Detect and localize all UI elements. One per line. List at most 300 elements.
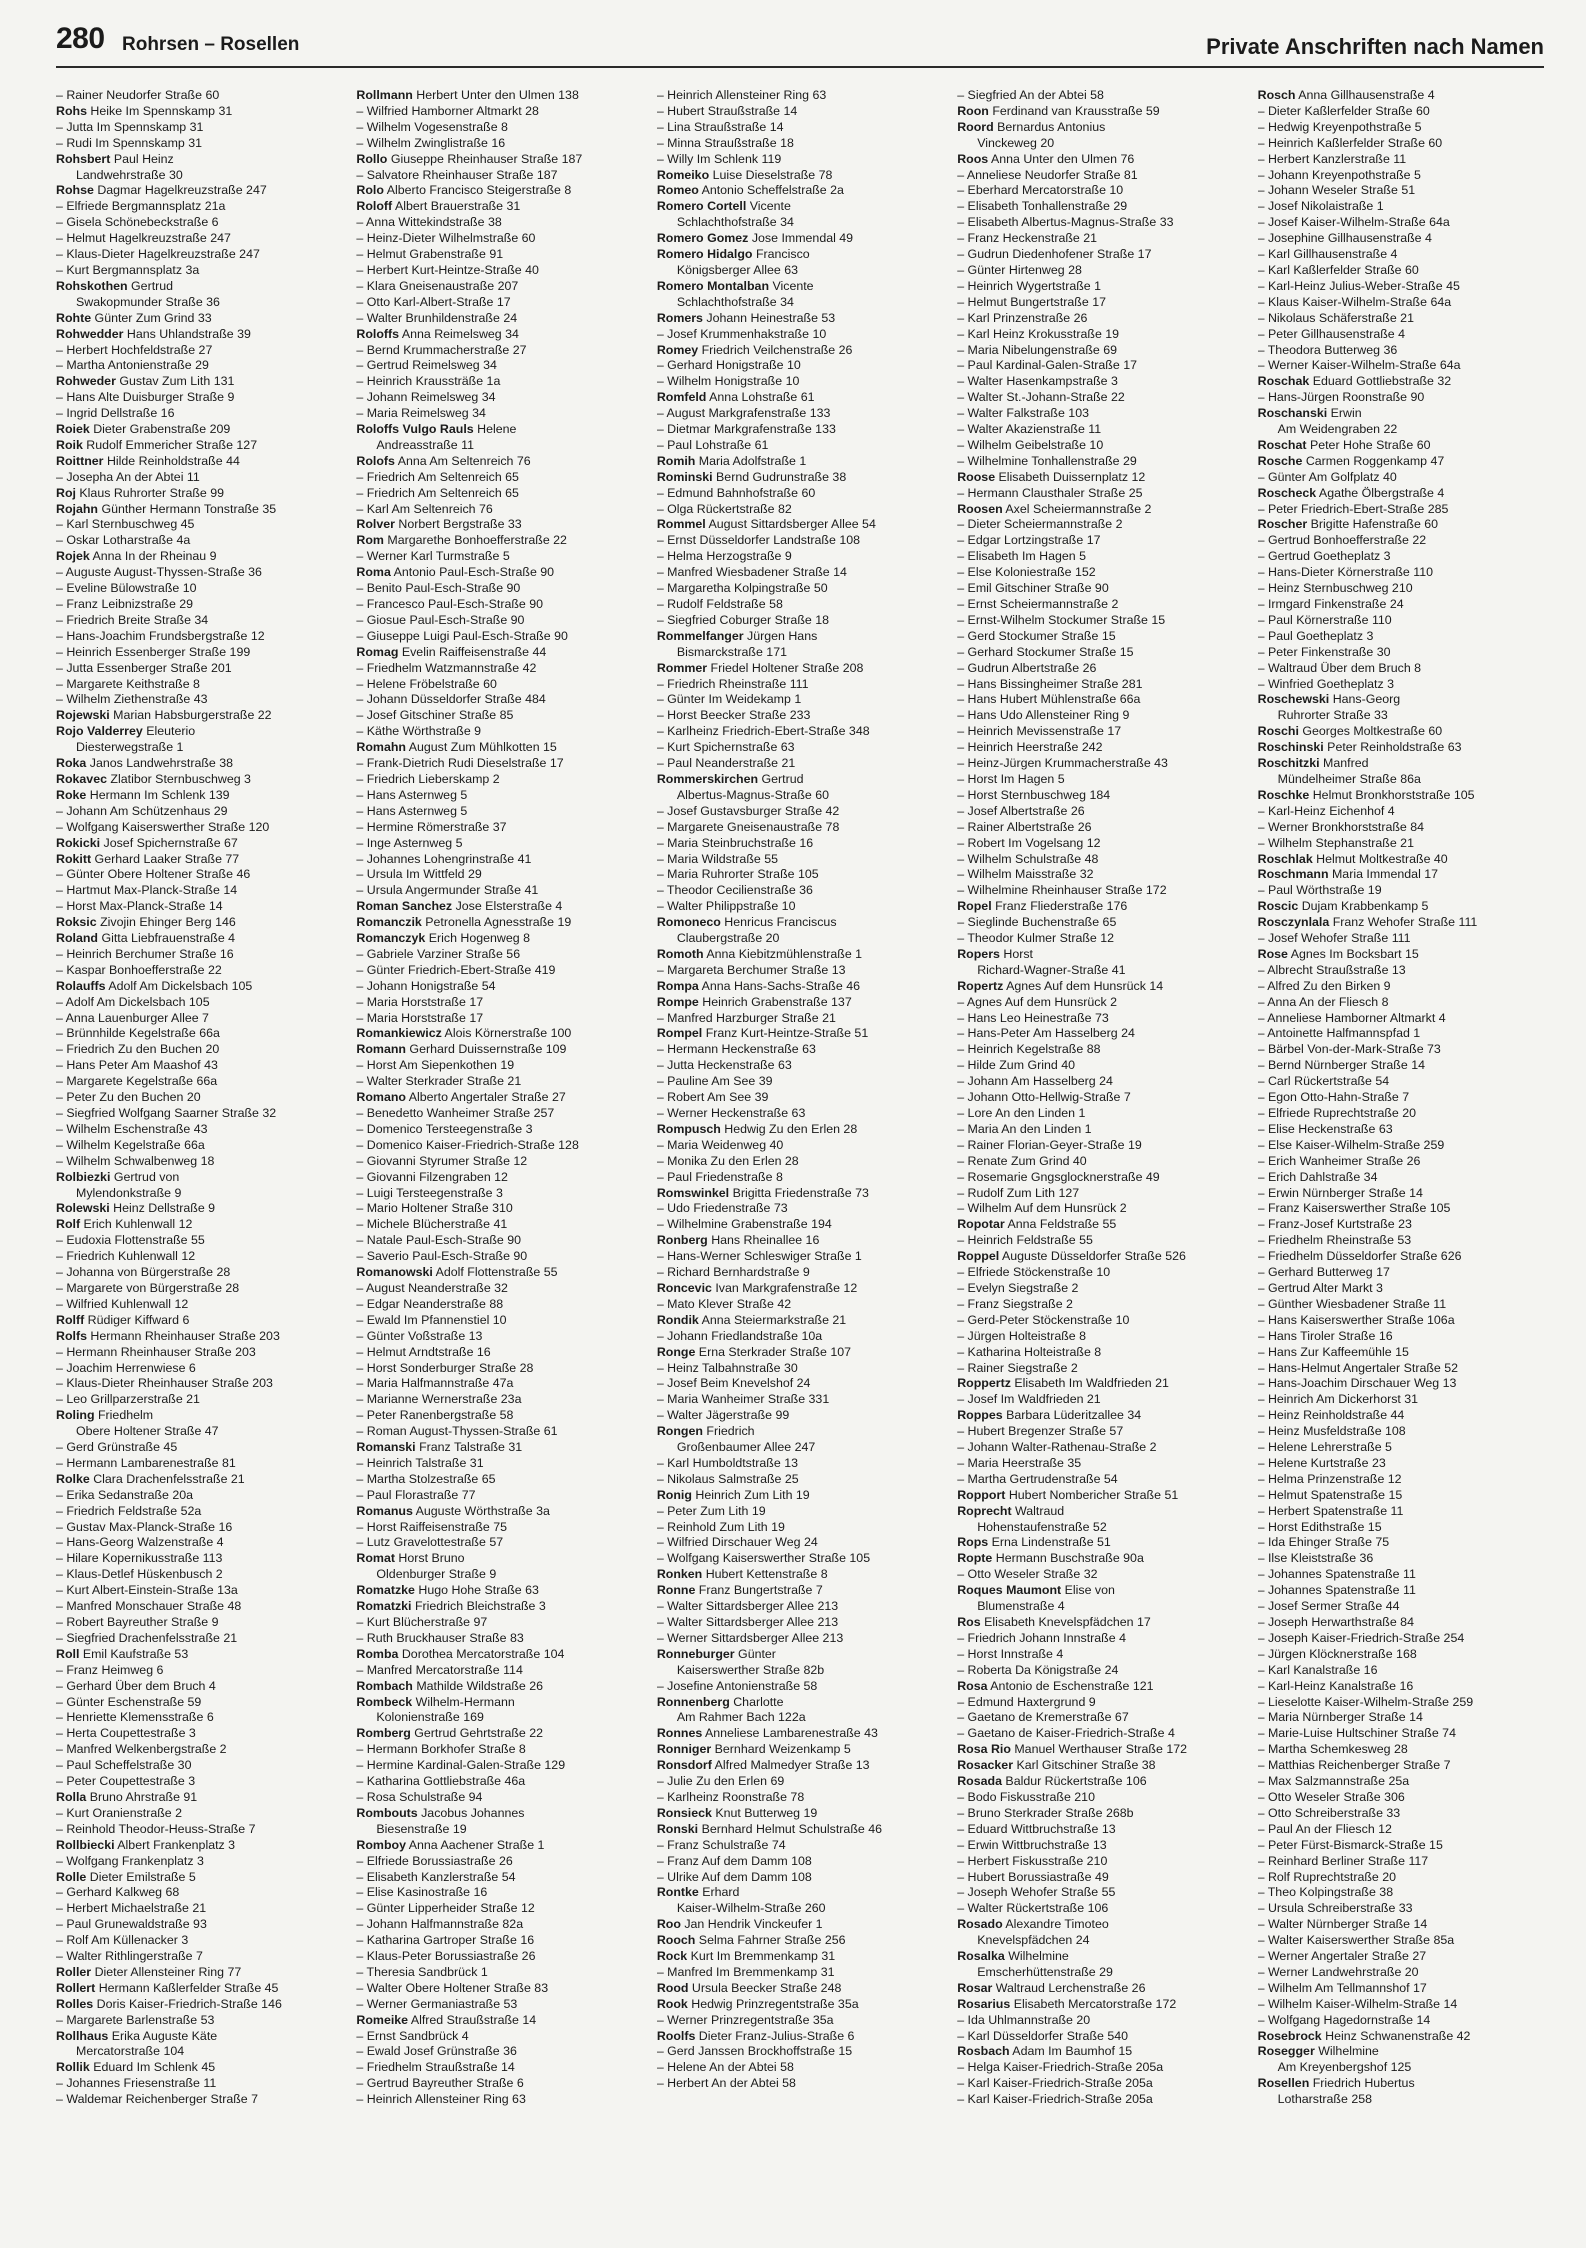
directory-entry (1258, 756, 1544, 772)
surname: Rompusch (656, 1121, 721, 1136)
sub-entry: – Max Salzmannstraße 25a (1257, 1774, 1410, 1789)
directory-entry (657, 1933, 943, 1949)
sub-entry: – Giovanni Styrumer Straße 12 (356, 1153, 528, 1168)
sub-entry: – Helmut Bungertstraße 17 (957, 294, 1106, 309)
entry-details: Erwin (1327, 406, 1362, 421)
sub-entry: – Lina Straußstraße 14 (656, 119, 784, 134)
sub-entry: – Mato Klever Straße 42 (656, 1296, 792, 1311)
entry-details: Alfred Malmedyer Straße 13 (711, 1758, 870, 1773)
entry-details: Selma Fahrner Straße 256 (695, 1933, 846, 1948)
entry-details: Friedrich Bleichstraße 3 (411, 1599, 546, 1614)
entry-details: Peter Reinholdstraße 63 (1323, 740, 1462, 755)
directory-entry (56, 915, 342, 931)
entry-details: Friedel Holtener Straße 208 (707, 660, 864, 675)
sub-entry: – Bernd Nürnberger Straße 14 (1257, 1058, 1425, 1073)
entry-continuation: Hohenstaufenstraße 52 (977, 1519, 1107, 1534)
sub-entry: – Friedrich Kuhlenwall 12 (56, 1249, 196, 1264)
entry-details: Alberto Francisco Steigerstraße 8 (383, 183, 572, 198)
directory-entry (657, 390, 943, 406)
sub-entry: – Werner Sittardsberger Allee 213 (656, 1630, 844, 1645)
entry-details: Anna Lohstraße 61 (706, 390, 815, 405)
surname: Rollbiecki (56, 1837, 115, 1852)
directory-entry (657, 1233, 943, 1249)
sub-entry: – Klara Gneisenaustraße 207 (356, 278, 519, 293)
directory-entry (1258, 2076, 1544, 2092)
directory-entry (657, 183, 943, 199)
surname: Rojahn (56, 501, 98, 516)
surname: Romankiewicz (356, 1026, 442, 1041)
entry-details: Elisabeth Knevelspfädchen 17 (980, 1615, 1151, 1629)
sub-entry: – Michele Blücherstraße 41 (356, 1217, 508, 1232)
entry-details: Jose Immendal 49 (748, 231, 854, 246)
surname: Romanski (356, 1440, 416, 1455)
directory-entry (657, 470, 943, 486)
sub-entry: – Sieglinde Buchenstraße 65 (957, 915, 1117, 930)
directory-entry (56, 183, 342, 199)
entry-details: Paul Heinz (110, 151, 174, 166)
directory-entry (56, 104, 342, 120)
sub-entry: – Carl Rückertstraße 54 (1257, 1074, 1390, 1089)
sub-entry: – Heinrich Essenberger Straße 199 (56, 644, 251, 659)
surname: Ronsdorf (656, 1758, 712, 1773)
sub-entry: – Peter Gillhausenstraße 4 (1257, 326, 1406, 341)
sub-entry: – Walter Nürnberger Straße 14 (1257, 1917, 1428, 1932)
surname: Roncevic (656, 1280, 712, 1295)
directory-entry (1258, 692, 1544, 708)
surname: Roloff (356, 199, 393, 214)
sub-entry: – Karl-Heinz Julius-Weber-Straße 45 (1257, 278, 1460, 293)
sub-entry: – Ursula Angermunder Straße 41 (356, 883, 539, 898)
surname: Ropertz (957, 978, 1004, 993)
directory-entry (56, 454, 342, 470)
sub-entry: – Hans Hubert Mühlenstraße 66a (957, 692, 1141, 707)
sub-entry: – Helmut Grabenstraße 91 (356, 247, 504, 262)
sub-entry: – Hubert Bregenzer Straße 57 (957, 1424, 1124, 1439)
sub-entry: – Maria Halfmannstraße 47a (356, 1376, 514, 1391)
sub-entry: – Josephine Gillhausenstraße 4 (1257, 231, 1432, 246)
entry-continuation: Am Rahmer Bach 122a (676, 1710, 806, 1725)
sub-entry: – Renate Zum Grind 40 (957, 1153, 1087, 1168)
surname: Roprecht (957, 1503, 1012, 1518)
entry-details: Friedrich Hubertus (1309, 2076, 1415, 2091)
sub-entry: – Gerhard Stockumer Straße 15 (957, 644, 1134, 659)
directory-entry (356, 183, 642, 199)
sub-entry: – Friedrich Feldstraße 52a (56, 1503, 202, 1518)
surname: Rojewski (56, 708, 110, 723)
surname: Romanowski (356, 1265, 433, 1280)
entry-details: Horst (999, 946, 1033, 961)
surname: Roling (56, 1408, 95, 1423)
sub-entry: – Wilhelm Kegelstraße 66a (56, 1137, 205, 1152)
sub-entry: – Heinz-Jürgen Krummacherstraße 43 (957, 756, 1168, 771)
surname: Romanczyk (356, 931, 426, 946)
directory-entry (356, 327, 642, 343)
entry-details: Heike Im Spennskamp 31 (86, 103, 233, 118)
surname: Rosczynlala (1257, 915, 1330, 930)
entry-details: Maria Adolfstraße 1 (695, 453, 807, 468)
sub-entry: – Heinrich Am Dickerhorst 31 (1257, 1392, 1419, 1407)
directory-columns (56, 88, 1544, 2208)
sub-entry: – Franz Kaiserswerther Straße 105 (1257, 1201, 1451, 1216)
directory-entry (1258, 517, 1544, 533)
sub-entry: – Elise Heckenstraße 63 (1257, 1121, 1393, 1136)
sub-entry: – Friedrich Am Seltenreich 65 (356, 469, 519, 484)
sub-entry: – Antoinette Halfmannspfad 1 (1257, 1026, 1421, 1041)
surname: Roppel (957, 1249, 1000, 1264)
entry-details: Gustav Zum Lith 131 (115, 374, 235, 389)
sub-entry: – Maria Wanheimer Straße 331 (656, 1392, 830, 1407)
surname: Rolfs (56, 1328, 87, 1343)
directory-entry (356, 1026, 642, 1042)
directory-entry (56, 979, 342, 995)
sub-entry: – Johann Reimelsweg 34 (356, 390, 496, 405)
sub-entry: – Gertrud Bayreuther Straße 6 (356, 2076, 524, 2091)
sub-entry: – Theodor Cecilienstraße 36 (656, 883, 813, 898)
sub-entry: – Heinz Sternbuschweg 210 (1257, 581, 1413, 596)
entry-details: Anna Hans-Sachs-Straße 46 (698, 978, 860, 993)
sub-entry: – Reinhard Berliner Straße 117 (1257, 1853, 1429, 1868)
entry-details: Wilhelmine (1314, 2044, 1379, 2059)
sub-entry: – Karl Kaiser-Friedrich-Straße 205a (957, 2076, 1153, 2091)
sub-entry: – Hartmut Max-Planck-Straße 14 (56, 883, 238, 898)
sub-entry: – Inge Asternweg 5 (356, 835, 463, 850)
directory-entry (56, 327, 342, 343)
sub-entry: – Karlheinz Roonstraße 78 (656, 1789, 805, 1804)
entry-details: Doris Kaiser-Friedrich-Straße 146 (93, 1996, 282, 2011)
directory-entry (56, 1965, 342, 1981)
entry-details: Clara Drachenfelsstraße 21 (89, 1471, 245, 1486)
entry-details: Ursula Beecker Straße 248 (688, 1980, 842, 1995)
surname: Rosalka (957, 1949, 1005, 1964)
sub-entry: – Elisabeth Im Hagen 5 (957, 549, 1087, 564)
surname: Roiek (56, 422, 90, 437)
sub-entry: – Hubert Borussiastraße 49 (957, 1869, 1109, 1884)
sub-entry: – Horst Raiffeisenstraße 75 (356, 1519, 507, 1534)
sub-entry: – Siegfried Wolfgang Saarner Straße 32 (56, 1106, 277, 1120)
directory-entry (957, 1249, 1243, 1265)
sub-entry: – Wilhelm Maisstraße 32 (957, 867, 1094, 882)
entry-details: Herbert Unter den Ulmen 138 (412, 88, 579, 102)
sub-entry: – Gertrud Bonhoefferstraße 22 (1257, 533, 1427, 548)
entry-continuation: Andreasstraße 11 (376, 437, 474, 452)
surname: Rokavec (56, 771, 107, 786)
entry-details: Giuseppe Rheinhauser Straße 187 (387, 151, 583, 166)
directory-entry (56, 852, 342, 868)
column-3 (657, 88, 943, 2208)
directory-entry (56, 374, 342, 390)
sub-entry: – Gerd Grünstraße 45 (56, 1440, 178, 1455)
section-title: Private Anschriften nach Namen (1206, 34, 1544, 59)
sub-entry: – Ernst-Wilhelm Stockumer Straße 15 (957, 612, 1166, 627)
sub-entry: – Peter Finkenstraße 30 (1257, 644, 1391, 659)
directory-entry (356, 1695, 642, 1711)
surname: Ropel (957, 899, 992, 914)
entry-details: Albert Brauerstraße 31 (392, 199, 521, 214)
surname: Roittner (56, 453, 104, 468)
surname: Romeike (356, 2012, 409, 2027)
entry-continuation: Am Weidengraben 22 (1277, 422, 1398, 437)
sub-entry: – Emil Gitschiner Straße 90 (957, 581, 1109, 596)
sub-entry: – Klaus-Peter Borussiastraße 26 (356, 1949, 536, 1964)
sub-entry: – Friedrich Breite Straße 34 (56, 612, 209, 627)
directory-entry (56, 1870, 342, 1886)
sub-entry: – Anna Lauenburger Allee 7 (56, 1010, 209, 1025)
directory-entry (356, 1599, 642, 1615)
sub-entry: – Kurt Oranienstraße 2 (56, 1805, 183, 1820)
directory-entry (657, 1742, 943, 1758)
directory-entry (356, 899, 642, 915)
entry-details: Heinz Dellstraße 9 (109, 1201, 216, 1216)
sub-entry: – Walter Akazienstraße 11 (957, 422, 1102, 437)
directory-entry (356, 915, 642, 931)
entry-continuation: Claubergstraße 20 (676, 931, 780, 946)
directory-entry (657, 1949, 943, 1965)
sub-entry: – Joachim Herrenwiese 6 (56, 1360, 196, 1375)
sub-entry: – Jutta Essenberger Straße 201 (56, 660, 232, 675)
surname: Rosegger (1257, 2044, 1315, 2059)
directory-entry (56, 2060, 342, 2076)
sub-entry: – Ida Ehinger Straße 75 (1257, 1535, 1390, 1550)
sub-entry: – Hans Udo Allensteiner Ring 9 (957, 708, 1130, 723)
sub-entry: – Heinrich Berchumer Straße 16 (56, 946, 234, 961)
sub-entry: – Karl Kaßlerfelder Straße 60 (1257, 262, 1419, 277)
sub-entry: – Edmund Haxtergrund 9 (957, 1694, 1096, 1709)
sub-entry: – Elfriede Ruprechtstraße 20 (1257, 1106, 1417, 1120)
sub-entry: – Giovanni Filzengraben 12 (356, 1169, 508, 1184)
sub-entry: – Josef Beim Knevelshof 24 (656, 1376, 811, 1391)
sub-entry: – Peter Fürst-Bismarck-Straße 15 (1257, 1837, 1443, 1852)
entry-details: Francisco (752, 247, 810, 262)
entry-details: Hermann Rheinhauser Straße 203 (86, 1328, 280, 1343)
surname: Rosarius (957, 1996, 1011, 2011)
sub-entry: – Hans-Joachim Frundsbergstraße 12 (56, 628, 265, 643)
entry-details: Bernhard Helmut Schulstraße 46 (698, 1821, 883, 1836)
entry-details: Günter (734, 1646, 776, 1661)
entry-details: Eduard Gottliebstraße 32 (1309, 374, 1452, 389)
directory-entry (657, 1726, 943, 1742)
sub-entry: – Adolf Am Dickelsbach 105 (56, 994, 210, 1009)
sub-entry: – Johann Otto-Hellwig-Straße 7 (957, 1090, 1131, 1105)
directory-entry (657, 1567, 943, 1583)
surname: Romann (356, 1042, 406, 1057)
surname: Rosa (957, 1678, 988, 1693)
directory-entry (657, 454, 943, 470)
sub-entry: – Heinrich Kraussträße 1a (356, 374, 501, 389)
sub-entry: – Edmund Bahnhofstraße 60 (656, 485, 816, 500)
directory-entry (1258, 724, 1544, 740)
entry-details: Johann Heinestraße 53 (702, 310, 836, 325)
directory-entry (657, 1424, 943, 1440)
sub-entry: – Heinrich Kaßlerfelder Straße 60 (1257, 135, 1443, 150)
sub-entry: – Brünnhilde Kegelstraße 66a (56, 1026, 220, 1041)
directory-entry (657, 661, 943, 677)
entry-details: Alberto Angertaler Straße 27 (405, 1090, 566, 1105)
directory-entry (957, 120, 1243, 136)
sub-entry: – Otto Schreiberstraße 33 (1257, 1805, 1401, 1820)
sub-entry: – Manfred Mercatorstraße 114 (356, 1662, 523, 1677)
entry-details: Dieter Emilstraße 5 (86, 1869, 196, 1884)
surname: Rombach (356, 1678, 413, 1693)
sub-entry: – Gisela Schönebeckstraße 6 (56, 215, 219, 230)
sub-entry: – Lutz Gravelottestraße 57 (356, 1535, 504, 1550)
sub-entry: – Ingrid Dellstraße 16 (56, 406, 175, 421)
sub-entry: – Franz Siegstraße 2 (957, 1296, 1073, 1311)
sub-entry: – Hilde Zum Grind 40 (957, 1058, 1075, 1073)
directory-entry (657, 311, 943, 327)
sub-entry: – Anneliese Hamborner Altmarkt 4 (1257, 1010, 1446, 1025)
sub-entry: – Jürgen Holteistraße 8 (957, 1328, 1087, 1343)
entry-details: Elise von (1061, 1583, 1115, 1598)
surname: Rosar (957, 1980, 993, 1995)
sub-entry: – Horst Im Hagen 5 (957, 771, 1065, 786)
sub-entry: – Natale Paul-Esch-Straße 90 (356, 1233, 522, 1248)
sub-entry: – Otto Karl-Albert-Straße 17 (356, 294, 511, 309)
sub-entry: – Maria An den Linden 1 (957, 1121, 1092, 1136)
sub-entry: – Elfriede Borussiastraße 26 (356, 1853, 513, 1868)
directory-entry (1258, 88, 1544, 104)
sub-entry: – Bodo Fiskusstraße 210 (957, 1789, 1095, 1804)
sub-entry: – Friedhelm Rheinstraße 53 (1257, 1233, 1412, 1248)
entry-details: Elisabeth Mercatorstraße 172 (1010, 1996, 1177, 2011)
directory-entry (56, 1313, 342, 1329)
sub-entry: – Karl Humboldtstraße 13 (656, 1455, 798, 1470)
surname: Ronneburger (656, 1646, 735, 1661)
surname: Roland (56, 931, 98, 946)
sub-entry: – Maria Horststraße 17 (356, 994, 484, 1009)
surname: Rosche (1257, 453, 1303, 468)
directory-entry (56, 549, 342, 565)
directory-entry (657, 168, 943, 184)
entry-details: Gerhard Laaker Straße 77 (91, 851, 240, 866)
entry-details: Anna Reimelsweg 34 (399, 326, 519, 341)
entry-details: Hermann Im Schlenk 139 (86, 787, 230, 802)
sub-entry: – Julie Zu den Erlen 69 (656, 1774, 785, 1789)
surname: Romoneco (656, 915, 721, 930)
sub-entry: – Johann Am Schützenhaus 29 (56, 803, 228, 818)
directory-entry (957, 1615, 1243, 1631)
entry-details: Janos Landwehrstraße 38 (86, 756, 234, 771)
sub-entry: – Werner Bronkhorststraße 84 (1257, 819, 1425, 834)
surname: Rohwedder (56, 326, 124, 341)
sub-entry: – Gerhard Über dem Bruch 4 (56, 1678, 216, 1693)
sub-entry: – Anneliese Neudorfer Straße 81 (957, 167, 1138, 182)
sub-entry: – Friedhelm Watzmannstraße 42 (356, 660, 537, 675)
sub-entry: – Walter Kaiserswerther Straße 85a (1257, 1933, 1455, 1948)
entry-details: Anna Feldstraße 55 (1004, 1217, 1117, 1232)
sub-entry: – Walter Brunhildenstraße 24 (356, 310, 518, 325)
sub-entry: – Hubert Straußstraße 14 (656, 103, 798, 118)
sub-entry: – Gerd-Peter Stöckenstraße 10 (957, 1312, 1130, 1327)
surname: Rood (656, 1980, 689, 1995)
directory-entry (657, 1122, 943, 1138)
directory-entry (56, 486, 342, 502)
entry-details: Ferdinand van Krausstraße 59 (988, 103, 1160, 118)
surname: Romatzke (356, 1583, 415, 1598)
sub-entry: – August Markgrafenstraße 133 (656, 406, 831, 421)
entry-details: Franz Kurt-Heintze-Straße 51 (702, 1026, 869, 1041)
sub-entry: – Günter Friedrich-Ebert-Straße 419 (356, 962, 556, 977)
entry-details: Agnes Im Bocksbart 15 (1287, 946, 1419, 961)
sub-entry: – Wilhelm Schwalbenweg 18 (56, 1153, 215, 1168)
directory-entry (657, 1313, 943, 1329)
sub-entry: – Herbert Hochfeldstraße 27 (56, 342, 213, 357)
sub-entry: – Ewald Josef Grünstraße 36 (356, 2044, 517, 2059)
sub-entry: – Johanna von Bürgerstraße 28 (56, 1265, 231, 1280)
sub-entry: – Eudoxia Flottenstraße 55 (56, 1233, 205, 1248)
sub-entry: – Otto Weseler Straße 32 (957, 1567, 1098, 1582)
sub-entry: – Wilfried Hamborner Altmarkt 28 (356, 103, 539, 118)
directory-entry (657, 1583, 943, 1599)
sub-entry: – Heinz-Dieter Wilhelmstraße 60 (356, 231, 536, 246)
sub-entry: – Monika Zu den Erlen 28 (656, 1153, 799, 1168)
entry-details: Hilde Reinholdstraße 44 (103, 453, 240, 468)
surname: Ronsieck (656, 1805, 712, 1820)
sub-entry: – Gaetano de Kremerstraße 67 (957, 1710, 1129, 1725)
sub-entry: – Hermann Rheinhauser Straße 203 (56, 1344, 256, 1359)
entry-continuation: Mündelheimer Straße 86a (1277, 771, 1421, 786)
surname: Roloffs (356, 326, 400, 341)
surname: Rosch (1257, 88, 1296, 102)
surname: Roolfs (656, 2028, 696, 2043)
sub-entry: – Herbert An der Abtei 58 (656, 2076, 796, 2091)
directory-entry (56, 2029, 342, 2045)
surname: Roose (957, 469, 996, 484)
surname: Ropers (957, 946, 1000, 961)
entry-details: Gertrud (758, 771, 804, 786)
sub-entry: – Paul Scheffelstraße 30 (56, 1758, 192, 1773)
directory-entry (657, 279, 943, 295)
directory-entry (356, 199, 642, 215)
entry-details: Helene (473, 422, 517, 437)
sub-entry: – Benito Paul-Esch-Straße 90 (356, 581, 521, 596)
sub-entry: – Franz Schulstraße 74 (656, 1837, 786, 1852)
entry-details: Margarethe Bonhoefferstraße 22 (383, 533, 567, 548)
surname: Rosada (957, 1774, 1002, 1789)
sub-entry: – Josef Albertstraße 26 (957, 803, 1085, 818)
entry-continuation: Lotharstraße 258 (1277, 2092, 1372, 2107)
directory-entry (957, 1679, 1243, 1695)
sub-entry: – Manfred Im Bremmenkamp 31 (656, 1964, 835, 1979)
sub-entry: – Heinrich Allensteiner Ring 63 (356, 2092, 526, 2107)
surname: Ros (957, 1615, 981, 1629)
surname: Romoth (656, 946, 704, 961)
sub-entry: – Willy Im Schlenk 119 (656, 151, 782, 166)
sub-entry: – Bernd Krummacherstraße 27 (356, 342, 527, 357)
sub-entry: – Wilfried Dirschauer Weg 24 (656, 1535, 818, 1550)
sub-entry: – Walter Sittardsberger Allee 213 (656, 1599, 839, 1614)
sub-entry: – Margarete von Bürgerstraße 28 (56, 1280, 240, 1295)
sub-entry: – Helmut Arndtstraße 16 (356, 1344, 491, 1359)
entry-details: Hedwig Zu den Erlen 28 (720, 1121, 858, 1136)
sub-entry: – Wilhelm Honigstraße 10 (656, 374, 800, 389)
entry-details: Dieter Grabenstraße 209 (89, 422, 231, 437)
sub-entry: – Lore An den Linden 1 (957, 1106, 1086, 1120)
sub-entry: – Josef Gustavsburger Straße 42 (656, 803, 840, 818)
sub-entry: – Erich Dahlstraße 34 (1257, 1169, 1378, 1184)
surname: Rosellen (1257, 2076, 1310, 2091)
sub-entry: – Ida Uhlmannstraße 20 (957, 2012, 1091, 2027)
directory-entry (657, 1026, 943, 1042)
surname: Roo (656, 1917, 681, 1932)
entry-continuation: Kaiser-Wilhelm-Straße 260 (676, 1901, 826, 1916)
surname: Rolff (56, 1312, 85, 1327)
sub-entry: – Elise Kasinostraße 16 (356, 1885, 488, 1900)
sub-entry: – Wilhelm Stephanstraße 21 (1257, 835, 1414, 850)
entry-details: Hubert Kettenstraße 8 (702, 1567, 828, 1582)
sub-entry: – Johannes Spatenstraße 11 (1257, 1583, 1416, 1598)
sub-entry: – Manfred Wiesbadener Straße 14 (656, 565, 847, 580)
sub-entry: – Jürgen Klöcknerstraße 168 (1257, 1646, 1417, 1661)
